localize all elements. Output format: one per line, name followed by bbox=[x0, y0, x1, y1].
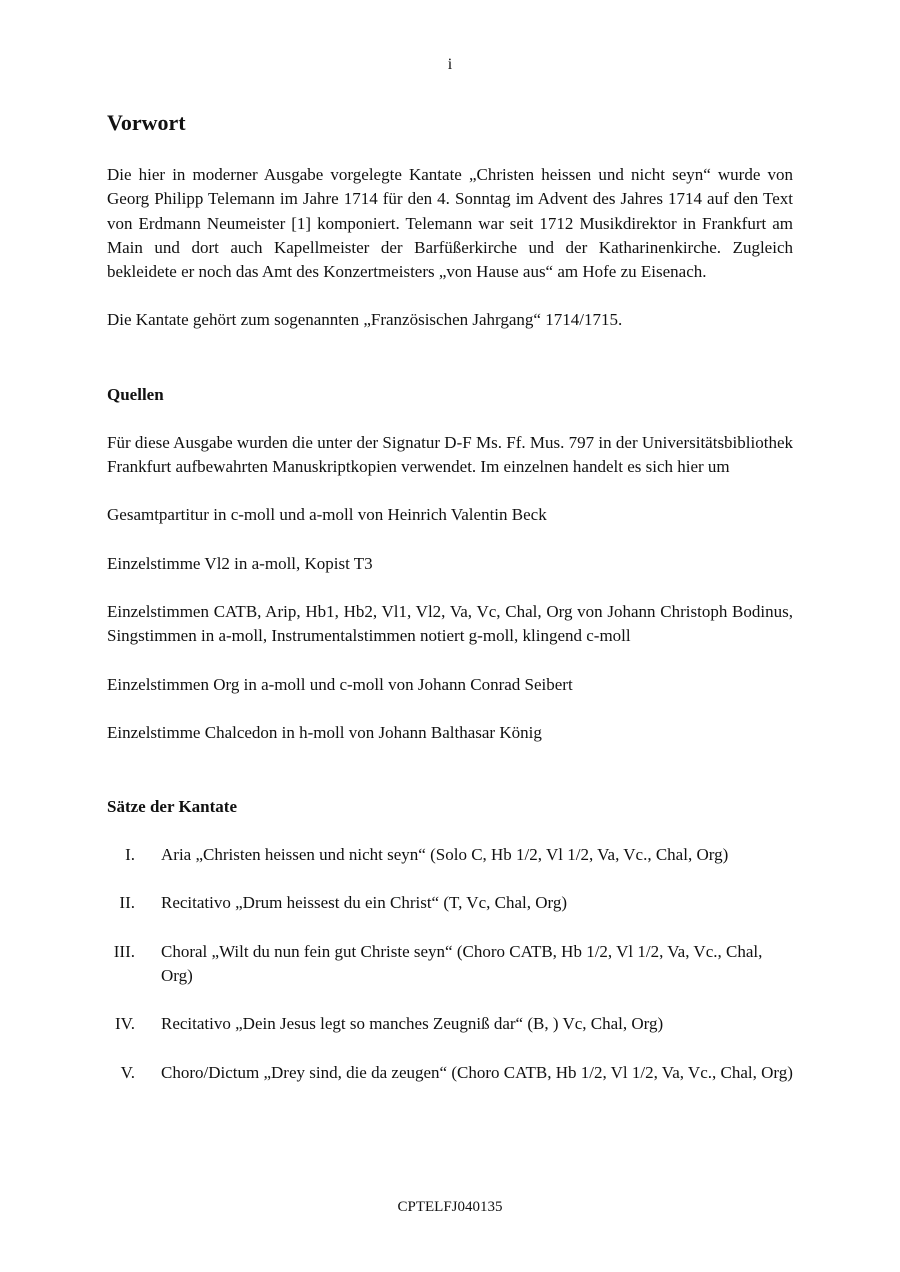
movement-item bbox=[107, 1061, 793, 1085]
movement-text: Choro/Dictum „Drey sind, die da zeugen“ (Choro CATB, Hb 1/2, Vl 1/2, Va, Vc., Chal, Org) bbox=[161, 1062, 793, 1082]
source-item: Einzelstimme Vl2 in a-moll, Kopist T3 bbox=[107, 553, 373, 573]
movement-item bbox=[107, 843, 793, 867]
source-item: Einzelstimmen CATB, Arip, Hb1, Hb2, Vl1, Vl2, Va, Vc, Chal, Org von Johann Christoph Bodinus, Singstimmen in a-moll, Instrumentalstimmen notiert g-moll, klingend c-moll bbox=[107, 601, 793, 646]
page-content bbox=[107, 108, 793, 1109]
movement-item bbox=[107, 1012, 793, 1036]
movement-number: IV. bbox=[115, 1014, 135, 1034]
movement-number: II. bbox=[119, 893, 135, 913]
movement-text: Recitativo „Dein Jesus legt so manches Zeugniß dar“ (B, ) Vc, Chal, Org) bbox=[161, 1014, 664, 1034]
movement-item bbox=[107, 891, 793, 915]
movement-number: III. bbox=[113, 941, 135, 961]
jahrgang-paragraph: Die Kantate gehört zum sogenannten „Französischen Jahrgang“ 1714/1715. bbox=[107, 310, 623, 330]
movement-number: V. bbox=[120, 1062, 135, 1082]
page-number: i bbox=[447, 56, 453, 73]
intro-paragraph: Die hier in moderner Ausgabe vorgelegte Kantate „Christen heissen und nicht seyn“ wurde von Georg Philipp Telemann im Jahre 1714 für den 4. Sonntag im Advent des Jahres 1714 auf den Text von Erdmann Neumeister [1] komponiert. Telemann war seit 1712 Musikdirektor in Frankfurt am Main und dort auch Kapellmeister der Barfüßerkirche und der Katharinenkirche. Zugleich bekleidete er noch das Amt des Konzertmeisters „von Hause aus“ am Hofe zu Eisenach. bbox=[107, 165, 793, 282]
movement-text: Choral „Wilt du nun fein gut Christe seyn“ (Choro CATB, Hb 1/2, Vl 1/2, Va, Vc., Chal, Org) bbox=[161, 941, 763, 986]
movement-text: Aria „Christen heissen und nicht seyn“ (Solo C, Hb 1/2, Vl 1/2, Va, Vc., Chal, Org) bbox=[161, 845, 729, 865]
page-title: Vorwort bbox=[107, 110, 186, 135]
movement-list bbox=[107, 843, 793, 1085]
quellen-intro-paragraph: Für diese Ausgabe wurden die unter der Signatur D-F Ms. Ff. Mus. 797 in der Universitätsbibliothek Frankfurt aufbewahrten Manuskriptkopien verwendet. Im einzelnen handelt es sich hier um bbox=[107, 432, 793, 477]
saetze-heading: Sätze der Kantate bbox=[107, 797, 237, 817]
source-item: Einzelstimmen Org in a-moll und c-moll von Johann Conrad Seibert bbox=[107, 674, 573, 694]
footer-code: CPTELFJ040135 bbox=[397, 1199, 503, 1215]
quellen-heading: Quellen bbox=[107, 384, 164, 404]
source-item: Einzelstimme Chalcedon in h-moll von Johann Balthasar König bbox=[107, 722, 542, 742]
movement-item bbox=[107, 940, 793, 989]
movement-number: I. bbox=[125, 845, 135, 865]
movement-text: Recitativo „Drum heissest du ein Christ“ (T, Vc, Chal, Org) bbox=[161, 893, 568, 913]
source-item: Gesamtpartitur in c-moll und a-moll von Heinrich Valentin Beck bbox=[107, 505, 547, 525]
